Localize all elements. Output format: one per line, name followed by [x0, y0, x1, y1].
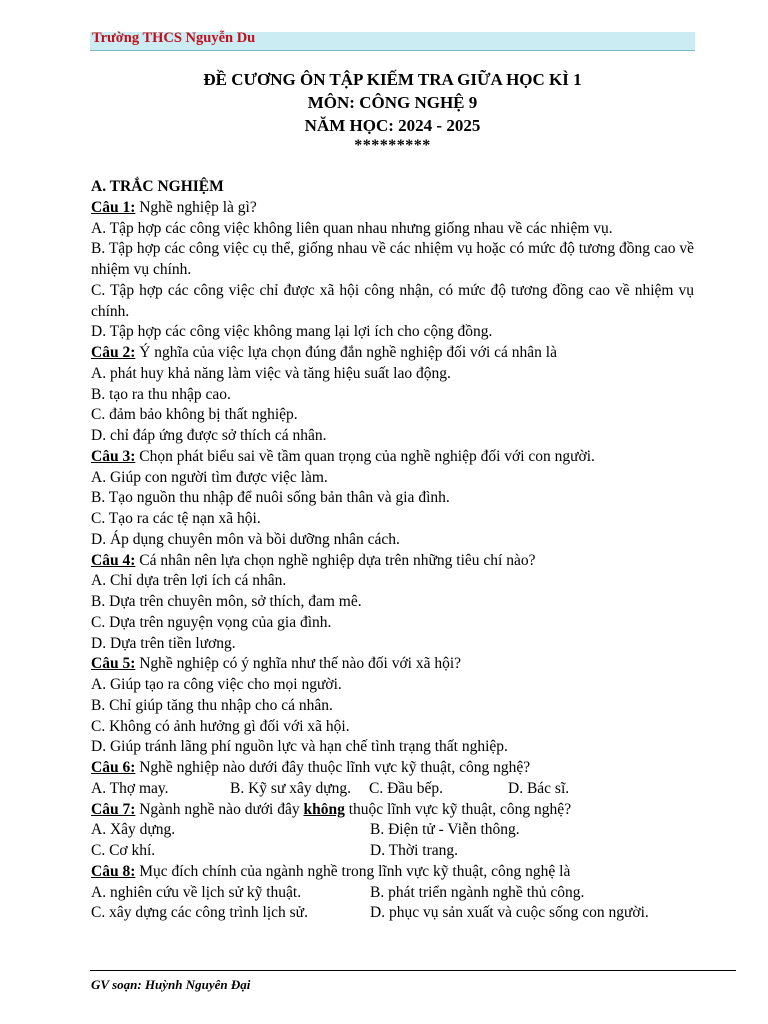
answer-row: [91, 903, 694, 924]
question-text: thuộc lĩnh vực kỹ thuật, công nghệ?: [344, 800, 572, 818]
school-name: Trường THCS Nguyễn Du: [92, 30, 256, 46]
negation-emphasis: không: [303, 800, 345, 818]
answer-option: D. Bác sĩ.: [508, 779, 570, 797]
answer-option: B. phát triển ngành nghề thủ công.: [370, 883, 585, 901]
answer-option: A. Xây dựng.: [91, 821, 176, 839]
question-text: Nghề nghiệp là gì?: [135, 198, 257, 216]
answer-option: B. Tạo nguồn thu nhập để nuôi sống bản thân và gia đình.: [91, 489, 450, 507]
answer-option: A. Tập hợp các công việc không liên quan nhau nhưng giống nhau về các nhiệm vụ.: [91, 219, 613, 237]
answer-row: [91, 841, 694, 862]
answer-option: A. Thợ may.: [91, 779, 169, 797]
answer-option: D. Thời trang.: [370, 842, 458, 859]
answer-option: B. Tập hợp các công việc cụ thể, giống nhau về các nhiệm vụ hoặc có mức độ tương đồng cao về nhiệm vụ chính.: [91, 240, 694, 278]
question-text: Nghề nghiệp có ý nghĩa như thế nào đối với xã hội?: [135, 655, 462, 673]
answer-row: [91, 883, 694, 904]
answer-option: A. Chỉ dựa trên lợi ích cá nhân.: [91, 572, 287, 590]
answer-option: C. Dựa trên nguyện vọng của gia đình.: [91, 613, 332, 631]
question-stem: [91, 800, 694, 821]
title-line-2: MÔN: CÔNG NGHỆ 9: [307, 93, 478, 112]
question-stem: [91, 447, 694, 468]
question-label: Câu 4:: [91, 551, 136, 569]
answer-option: C. đảm bảo không bị thất nghiệp.: [91, 406, 298, 424]
answer-option: B. tạo ra thu nhập cao.: [91, 385, 231, 403]
question-stem: [91, 654, 694, 675]
question-text: Cá nhân nên lựa chọn nghề nghiệp dựa trên những tiêu chí nào?: [135, 551, 536, 569]
question-list: [91, 177, 694, 924]
answer-option: C. xây dựng các công trình lịch sử.: [91, 904, 308, 922]
question-label: Câu 5:: [91, 655, 136, 673]
answer-row: [91, 820, 694, 841]
answer-option: D. chỉ đáp ứng được sở thích cá nhân.: [91, 427, 327, 444]
title-line-3: NĂM HỌC: 2024 - 2025: [304, 116, 481, 135]
answer-option: C. Tập hợp các công việc chỉ được xã hội công nhận, có mức độ tương đồng cao về nhiệm vụ chính.: [91, 281, 694, 320]
question-text: Nghề nghiệp nào dưới đây thuộc lĩnh vực kỹ thuật, công nghệ?: [135, 759, 531, 776]
answer-option: D. Dựa trên tiền lương.: [91, 634, 236, 652]
title-line-1: ĐỀ CƯƠNG ÔN TẬP KIẾM TRA GIỮA HỌC KÌ 1: [203, 70, 582, 89]
question-stem: [91, 551, 694, 572]
question-label: Câu 2:: [91, 344, 136, 361]
answer-option: B. Điện tử - Viễn thông.: [370, 821, 520, 839]
question-label: Câu 7:: [91, 800, 136, 818]
question-label: Câu 6:: [91, 759, 136, 776]
question-label: Câu 3:: [91, 447, 136, 465]
answer-option: B. Chỉ giúp tăng thu nhập cho cá nhân.: [91, 696, 333, 714]
footer-author: GV soạn: Huỳnh Nguyên Đại: [91, 977, 251, 992]
question-stem: [91, 343, 694, 364]
question-text: Chọn phát biểu sai về tầm quan trọng của nghề nghiệp đối với con người.: [135, 447, 595, 465]
question-label: Câu 1:: [91, 198, 136, 216]
question-text: Mục đích chính của ngành nghề trong lĩnh vực kỹ thuật, công nghệ là: [135, 862, 571, 880]
question-stem: [91, 862, 694, 883]
question-text: Ngành nghề nào dưới đây: [135, 800, 304, 818]
question-label: Câu 8:: [91, 862, 136, 880]
title-separator-stars: *********: [354, 137, 431, 154]
answer-row: [91, 779, 694, 800]
answer-option: A. Giúp con người tìm được việc làm.: [91, 468, 328, 486]
answer-option: A. nghiên cứu về lịch sử kỹ thuật.: [91, 883, 302, 901]
footer-divider: [90, 970, 736, 971]
answer-option: D. phục vụ sản xuất và cuộc sống con người.: [370, 904, 649, 922]
document-title: [90, 68, 695, 155]
answer-option: C. Đầu bếp.: [369, 779, 444, 797]
question-stem: [91, 758, 694, 779]
answer-option: C. Không có ảnh hưởng gì đối với xã hội.: [91, 717, 350, 735]
answer-option: A. phát huy khả năng làm việc và tăng hiệu suất lao động.: [91, 364, 451, 382]
answer-option: D. Áp dụng chuyên môn và bồi dưỡng nhân cách.: [91, 530, 400, 548]
answer-option: B. Kỹ sư xây dựng.: [230, 779, 351, 797]
answer-option: A. Giúp tạo ra công việc cho mọi người.: [91, 676, 342, 693]
question-stem: [91, 198, 694, 219]
answer-option: C. Tạo ra các tệ nạn xã hội.: [91, 510, 261, 527]
answer-option: C. Cơ khí.: [91, 842, 156, 859]
section-heading: A. TRẮC NGHIỆM: [91, 178, 224, 195]
answer-option: D. Giúp tránh lãng phí nguồn lực và hạn chế tình trạng thất nghiệp.: [91, 738, 508, 756]
answer-option: B. Dựa trên chuyên môn, sở thích, đam mê.: [91, 593, 362, 610]
answer-option: D. Tập hợp các công việc không mang lại lợi ích cho cộng đồng.: [91, 323, 493, 341]
question-text: Ý nghĩa của việc lựa chọn đúng đắn nghề nghiệp đối với cá nhân là: [135, 344, 557, 361]
